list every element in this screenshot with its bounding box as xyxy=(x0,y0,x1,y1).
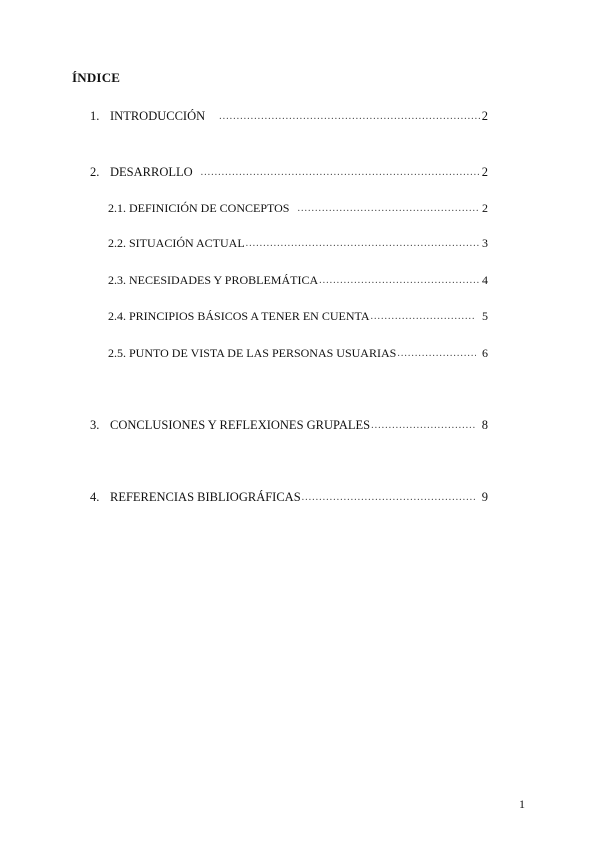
toc-entry-number: 4. xyxy=(90,490,100,504)
toc-entry-label: DESARROLLO xyxy=(110,165,193,179)
toc-entry-page: 2 xyxy=(481,165,488,179)
toc-entry-principios-basicos xyxy=(108,308,488,324)
toc-entry-label: INTRODUCCIÓN xyxy=(110,109,206,123)
toc-entry-label: REFERENCIAS BIBLIOGRÁFICAS xyxy=(110,490,301,504)
toc-entry-page: 9 xyxy=(481,490,488,504)
toc-entry-introduccion xyxy=(90,108,488,124)
toc-entry-label: 2.4. PRINCIPIOS BÁSICOS A TENER EN CUENTA xyxy=(108,309,370,323)
toc-entry-number: 3. xyxy=(90,418,100,432)
toc-entry-page: 4 xyxy=(482,273,488,287)
page-number: 1 xyxy=(519,797,525,811)
toc-entry-page: 3 xyxy=(482,236,488,250)
toc-entry-page: 2 xyxy=(481,109,488,123)
toc-dot-leader xyxy=(371,418,476,434)
toc-dot-leader xyxy=(219,109,480,125)
toc-entry-page: 5 xyxy=(482,309,488,323)
toc-dot-leader xyxy=(371,309,476,325)
toc-entry-page: 2 xyxy=(482,201,488,215)
toc-dot-leader xyxy=(246,236,480,252)
toc-title: ÍNDICE xyxy=(72,70,121,85)
toc-entry-conclusiones xyxy=(90,417,488,433)
toc-entry-desarrollo xyxy=(90,164,488,180)
toc-dot-leader xyxy=(201,165,480,181)
toc-entry-page: 8 xyxy=(481,418,488,432)
toc-entry-number: 2. xyxy=(90,165,100,179)
toc-entry-label: 2.3. NECESIDADES Y PROBLEMÁTICA xyxy=(108,273,319,287)
toc-dot-leader xyxy=(302,490,476,506)
toc-dot-leader xyxy=(319,273,480,289)
toc-dot-leader xyxy=(397,346,476,362)
toc-entry-referencias xyxy=(90,489,488,505)
toc-entry-necesidades xyxy=(108,272,488,288)
toc-entry-definicion-conceptos xyxy=(108,200,488,216)
toc-entry-label: 2.5. PUNTO DE VISTA DE LAS PERSONAS USUARIAS xyxy=(108,346,397,360)
toc-entry-page: 6 xyxy=(482,346,488,360)
toc-entry-number: 1. xyxy=(90,109,100,123)
toc-entry-punto-de-vista xyxy=(108,345,488,361)
toc-entry-label: 2.2. SITUACIÓN ACTUAL xyxy=(108,236,245,250)
toc-dot-leader xyxy=(297,201,480,217)
toc-entry-label: CONCLUSIONES Y REFLEXIONES GRUPALES xyxy=(110,418,371,432)
toc-entry-situacion-actual xyxy=(108,235,488,251)
toc-entry-label: 2.1. DEFINICIÓN DE CONCEPTOS xyxy=(108,201,290,215)
